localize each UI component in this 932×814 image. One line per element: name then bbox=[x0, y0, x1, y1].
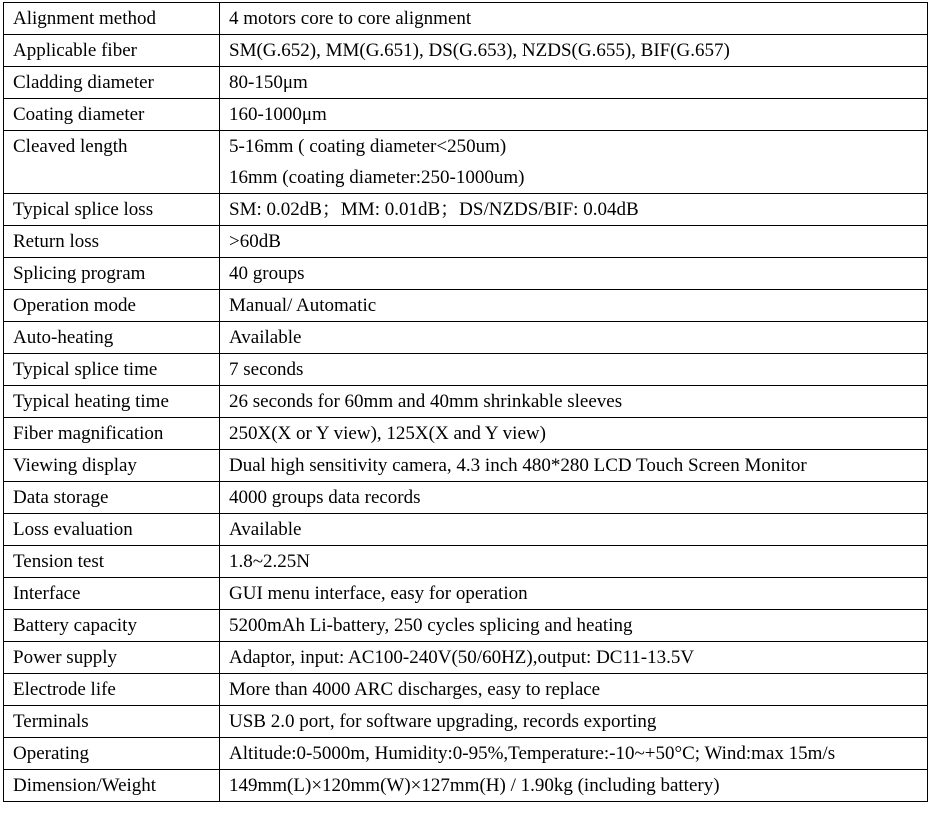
spec-table-body bbox=[4, 3, 928, 802]
spec-label: Alignment method bbox=[4, 3, 220, 35]
spec-label: Terminals bbox=[4, 706, 220, 738]
spec-value-line: 4000 groups data records bbox=[229, 487, 421, 508]
spec-value-line: 149mm(L)×120mm(W)×127mm(H) / 1.90kg (including battery) bbox=[229, 775, 720, 796]
table-row bbox=[4, 706, 928, 738]
spec-value-line: >60dB bbox=[229, 231, 281, 252]
table-row bbox=[4, 322, 928, 354]
spec-value-line: 80-150μm bbox=[229, 72, 308, 93]
table-row bbox=[4, 386, 928, 418]
table-row bbox=[4, 770, 928, 802]
spec-value-line: 5200mAh Li-battery, 250 cycles splicing and heating bbox=[229, 615, 633, 636]
spec-value bbox=[220, 642, 928, 674]
table-row bbox=[4, 131, 928, 194]
spec-value bbox=[220, 738, 928, 770]
spec-label: Applicable fiber bbox=[4, 35, 220, 67]
spec-value bbox=[220, 418, 928, 450]
spec-table bbox=[3, 2, 928, 802]
spec-value bbox=[220, 386, 928, 418]
spec-label: Viewing display bbox=[4, 450, 220, 482]
spec-value bbox=[220, 194, 928, 226]
table-row bbox=[4, 35, 928, 67]
spec-value-line: 1.8~2.25N bbox=[229, 551, 311, 572]
table-row bbox=[4, 418, 928, 450]
spec-value bbox=[220, 258, 928, 290]
spec-value bbox=[220, 354, 928, 386]
table-row bbox=[4, 290, 928, 322]
spec-value bbox=[220, 610, 928, 642]
spec-label: Cleaved length bbox=[4, 131, 220, 194]
spec-label: Cladding diameter bbox=[4, 67, 220, 99]
spec-label: Coating diameter bbox=[4, 99, 220, 131]
spec-value-line: 16mm (coating diameter:250-1000um) bbox=[229, 167, 525, 188]
spec-label: Dimension/Weight bbox=[4, 770, 220, 802]
table-row bbox=[4, 674, 928, 706]
spec-value-line: 4 motors core to core alignment bbox=[229, 8, 472, 29]
spec-value-line: 7 seconds bbox=[229, 359, 304, 380]
spec-value-line: 250X(X or Y view), 125X(X and Y view) bbox=[229, 423, 546, 444]
spec-value-line: GUI menu interface, easy for operation bbox=[229, 583, 528, 604]
table-row bbox=[4, 194, 928, 226]
spec-value bbox=[220, 706, 928, 738]
spec-value-line: Dual high sensitivity camera, 4.3 inch 480*280 LCD Touch Screen Monitor bbox=[229, 455, 807, 476]
spec-label: Loss evaluation bbox=[4, 514, 220, 546]
spec-value bbox=[220, 450, 928, 482]
table-row bbox=[4, 226, 928, 258]
spec-label: Operation mode bbox=[4, 290, 220, 322]
spec-value bbox=[220, 226, 928, 258]
spec-label: Operating bbox=[4, 738, 220, 770]
spec-value-line: SM: 0.02dB；MM: 0.01dB；DS/NZDS/BIF: 0.04dB bbox=[229, 199, 639, 220]
spec-value bbox=[220, 99, 928, 131]
spec-label: Fiber magnification bbox=[4, 418, 220, 450]
spec-value-line: 26 seconds for 60mm and 40mm shrinkable sleeves bbox=[229, 391, 623, 412]
spec-value-line: 5-16mm ( coating diameter<250um) bbox=[229, 136, 507, 157]
table-row bbox=[4, 3, 928, 35]
spec-value-line: Altitude:0-5000m, Humidity:0-95%,Temperature:-10~+50°C; Wind:max 15m/s bbox=[229, 743, 836, 764]
spec-label: Battery capacity bbox=[4, 610, 220, 642]
spec-label: Power supply bbox=[4, 642, 220, 674]
spec-value bbox=[220, 482, 928, 514]
table-row bbox=[4, 738, 928, 770]
spec-value-line: More than 4000 ARC discharges, easy to replace bbox=[229, 679, 601, 700]
spec-value bbox=[220, 546, 928, 578]
spec-value-line: 160-1000μm bbox=[229, 104, 327, 125]
spec-value bbox=[220, 35, 928, 67]
spec-value-line: Available bbox=[229, 519, 302, 540]
spec-value bbox=[220, 514, 928, 546]
spec-label: Typical splice loss bbox=[4, 194, 220, 226]
spec-label: Typical heating time bbox=[4, 386, 220, 418]
table-row bbox=[4, 99, 928, 131]
spec-label: Electrode life bbox=[4, 674, 220, 706]
table-row bbox=[4, 514, 928, 546]
spec-label: Splicing program bbox=[4, 258, 220, 290]
spec-label: Tension test bbox=[4, 546, 220, 578]
spec-value-line: SM(G.652), MM(G.651), DS(G.653), NZDS(G.655), BIF(G.657) bbox=[229, 40, 730, 61]
spec-label: Return loss bbox=[4, 226, 220, 258]
spec-value-line: Adaptor, input: AC100-240V(50/60HZ),output: DC11-13.5V bbox=[229, 647, 695, 668]
spec-value-line: Manual/ Automatic bbox=[229, 295, 377, 316]
table-row bbox=[4, 578, 928, 610]
spec-value bbox=[220, 674, 928, 706]
spec-label: Typical splice time bbox=[4, 354, 220, 386]
table-row bbox=[4, 642, 928, 674]
spec-value bbox=[220, 578, 928, 610]
spec-value-line: Available bbox=[229, 327, 302, 348]
table-row bbox=[4, 450, 928, 482]
spec-label: Auto-heating bbox=[4, 322, 220, 354]
spec-value bbox=[220, 770, 928, 802]
spec-value-line: 40 groups bbox=[229, 263, 305, 284]
table-row bbox=[4, 258, 928, 290]
spec-label: Interface bbox=[4, 578, 220, 610]
spec-value bbox=[220, 131, 928, 194]
spec-value bbox=[220, 322, 928, 354]
spec-value bbox=[220, 290, 928, 322]
table-row bbox=[4, 354, 928, 386]
spec-value bbox=[220, 3, 928, 35]
table-row bbox=[4, 482, 928, 514]
spec-value bbox=[220, 67, 928, 99]
table-row bbox=[4, 610, 928, 642]
table-row bbox=[4, 67, 928, 99]
table-row bbox=[4, 546, 928, 578]
spec-value-line: USB 2.0 port, for software upgrading, records exporting bbox=[229, 711, 657, 732]
spec-label: Data storage bbox=[4, 482, 220, 514]
